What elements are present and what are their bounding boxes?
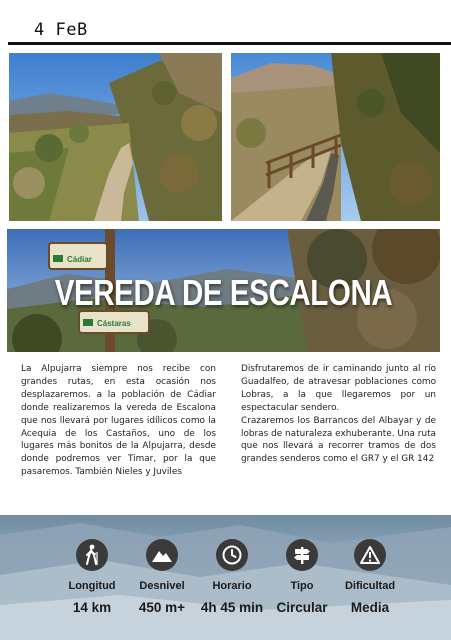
intro-paragraph-1: La Alpujarra siempre nos recibe con grandes rutas, en esta ocasión nos desplazaremos. a la población de Cádiar donde realizaremos la vereda de Escalona que nos llevará por lugares idílicos como la Acequia de los Castaños, uno de los lugares más bonitos de la Alpujarra, desde donde podremos ver Timar, por la que pasaremos. También Nieles y Juviles	[21, 364, 216, 478]
mountain-icon	[146, 539, 178, 571]
intro-paragraph-2: Disfrutaremos de ir caminando junto al río Guadalfeo, de atravesar poblaciones como Lobras, a la que llegaremos por un espectacular sendero.	[241, 364, 436, 413]
stat-label: Dificultad	[344, 580, 396, 592]
stat-value: 14 km	[72, 600, 112, 615]
header-rule	[8, 42, 451, 45]
stat-dificultad	[325, 539, 415, 615]
stat-label: Desnivel	[139, 580, 185, 592]
signpost-icon	[286, 539, 318, 571]
stat-value: Circular	[276, 600, 328, 615]
stats-footer	[0, 515, 451, 640]
trail-photo-canal	[231, 53, 440, 221]
stat-label: Horario	[212, 580, 252, 592]
stat-value: Media	[350, 600, 390, 615]
clock-icon	[216, 539, 248, 571]
stat-label: Longitud	[68, 580, 116, 592]
stat-value: 4h 45 min	[200, 600, 264, 615]
sign-bottom-label: Cástaras	[97, 319, 131, 328]
intro-paragraph-3: Crazaremos los Barrancos del Albayar y de lobras de naturaleza exhuberante. Una ruta que nos llevará a recorrer tramos de dos grandes senderos como el GR7 y el GR 142	[241, 415, 436, 465]
intro-column-right	[241, 363, 436, 466]
stat-value: 450 m+	[138, 600, 186, 615]
hiker-icon	[76, 539, 108, 571]
date-heading: 4 FeB	[34, 20, 88, 40]
intro-column-left	[21, 363, 216, 479]
warning-icon	[354, 539, 386, 571]
trail-photo-hillside	[9, 53, 222, 221]
page-title: VEREDA DE ESCALONA	[54, 272, 393, 313]
sign-top-label: Cádiar	[67, 255, 92, 264]
stat-label: Tipo	[290, 580, 314, 592]
